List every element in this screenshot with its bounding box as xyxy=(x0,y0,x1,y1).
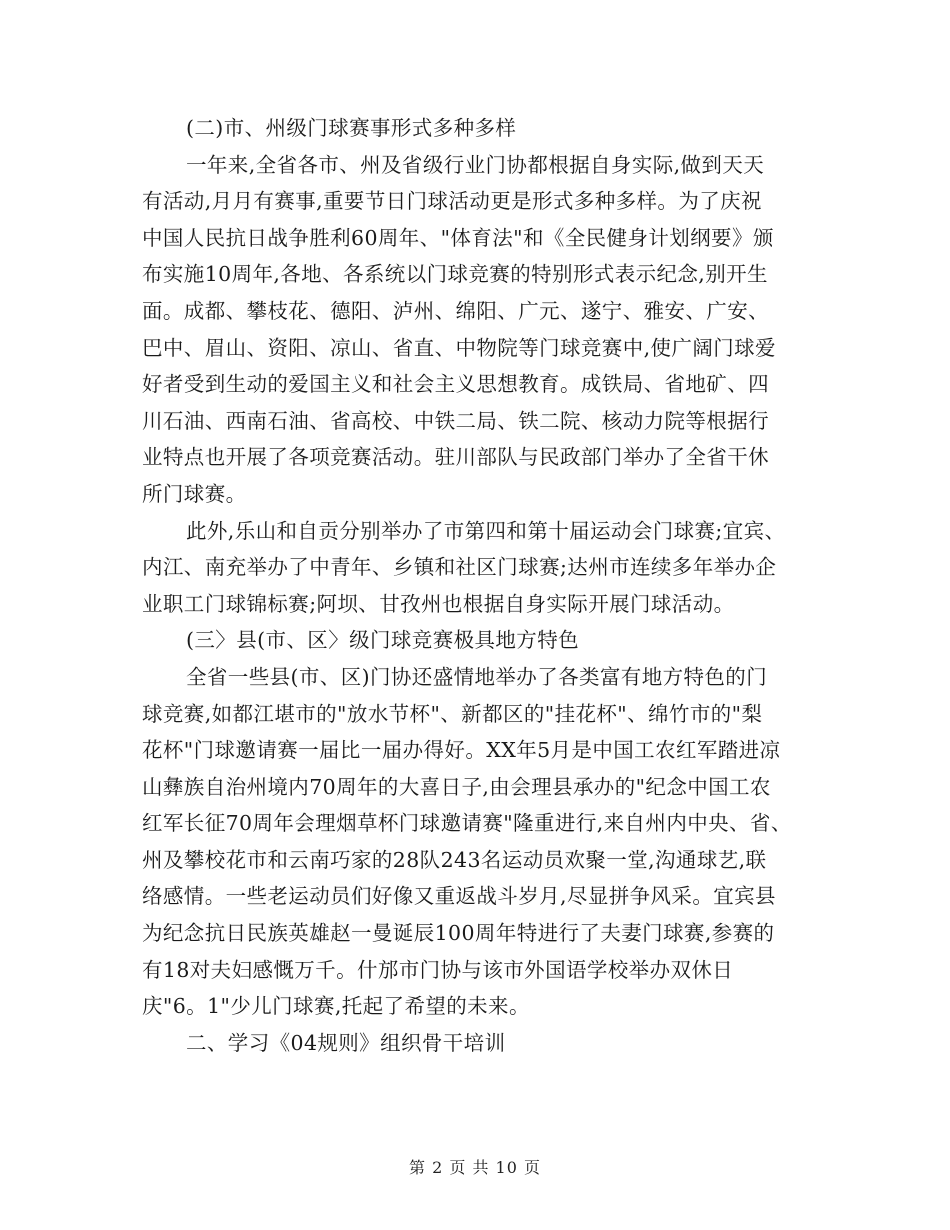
paragraph-line: 巴中、眉山、资阳、凉山、省直、中物院等门球竞赛中,使广阔门球爱 xyxy=(142,335,776,360)
paragraph-line: 全省一些县(市、区)门协还盛情地举办了各类富有地方特色的门 xyxy=(186,664,768,689)
paragraph-line: 中国人民抗日战争胜利60周年、"体育法"和《全民健身计划纲要》颁 xyxy=(142,225,774,250)
paragraph-line: 布实施10周年,各地、各系统以门球竞赛的特别形式表示纪念,别开生 xyxy=(142,262,768,287)
paragraph-line: 所门球赛。 xyxy=(142,481,247,506)
paragraph-line: 此外,乐山和自贡分别举办了市第四和第十届运动会门球赛;宜宾、 xyxy=(186,518,786,543)
section-heading: (三〉县(市、区〉级门球竞赛极具地方特色 xyxy=(186,628,579,653)
section-heading: (二)市、州级门球赛事形式多种多样 xyxy=(186,116,517,140)
paragraph-line: 内江、南充举办了中青年、乡镇和社区门球赛;达州市连续多年举办企 xyxy=(142,555,777,580)
paragraph-line: 花杯"门球邀请赛一届比一届办得好。XX年5月是中国工农红军踏进凉 xyxy=(142,738,781,763)
section-heading: 二、学习《04规则》组织骨干培训 xyxy=(186,1030,506,1055)
paragraph-line: 红军长征70周年会理烟草杯门球邀请赛"隆重进行,来自州内中央、省、 xyxy=(142,811,792,836)
paragraph-line: 川石油、西南石油、省高校、中铁二局、铁二院、核动力院等根据行 xyxy=(142,408,769,433)
paragraph-line: 山彝族自治州境内70周年的大喜日子,由会理县承办的"纪念中国工农 xyxy=(142,774,771,799)
paragraph-line: 好者受到生动的爱国主义和社会主义思想教育。成铁局、省地矿、四 xyxy=(142,372,769,397)
paragraph-line: 业特点也开展了各项竞赛活动。驻川部队与民政部门举办了全省干休 xyxy=(142,445,769,470)
page-number-footer: 第 2 页 共 10 页 xyxy=(409,1158,541,1177)
paragraph-line: 面。成都、攀枝花、德阳、泸州、绵阳、广元、遂宁、雅安、广安、 xyxy=(142,298,769,323)
paragraph-line: 有活动,月月有赛事,重要节日门球活动更是形式多种多样。为了庆祝 xyxy=(142,189,762,214)
paragraph-line: 州及攀校花市和云南巧家的28队243名运动员欢聚一堂,沟通球艺,联 xyxy=(142,847,767,872)
paragraph-line: 有18对夫妇感慨万千。什邡市门协与该市外国语学校举办双休日 xyxy=(142,957,734,982)
paragraph-line: 为纪念抗日民族英雄赵一曼诞辰100周年特进行了夫妻门球赛,参赛的 xyxy=(142,921,775,946)
paragraph-line: 业职工门球锦标赛;阿坝、甘孜州也根据自身实际开展门球活动。 xyxy=(142,591,735,616)
paragraph-line: 庆"6。1"少儿门球赛,托起了希望的未来。 xyxy=(142,994,530,1019)
paragraph-line: 络感情。一些老运动员们好像又重返战斗岁月,尽显拼争风采。宜宾县 xyxy=(142,884,776,909)
paragraph-line: 一年来,全省各市、州及省级行业门协都根据自身实际,做到天天 xyxy=(186,152,765,177)
document-body xyxy=(142,110,812,1061)
paragraph-line: 球竞赛,如都江堪市的"放水节杯"、新都区的"挂花杯"、绵竹市的"梨 xyxy=(142,701,763,726)
